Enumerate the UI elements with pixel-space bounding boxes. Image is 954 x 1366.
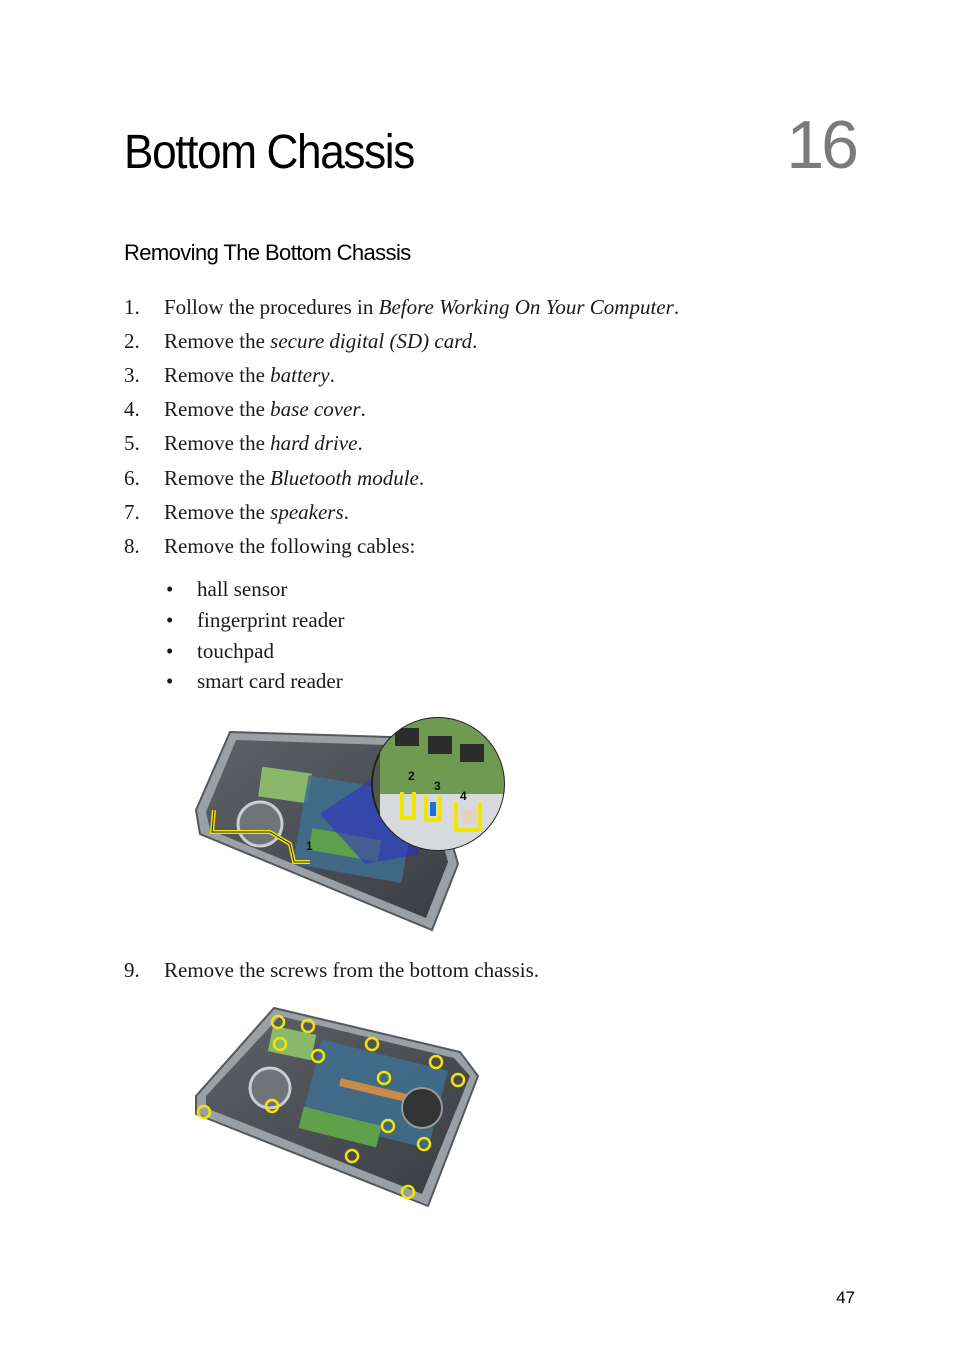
bullet-icon: • <box>166 639 174 663</box>
step-reference: hard drive <box>270 431 358 455</box>
step-reference: speakers <box>270 500 344 524</box>
step-text: Remove the screws from the bottom chassis. <box>164 958 540 982</box>
list-item: • smart card reader <box>166 666 343 696</box>
step-text: Remove the <box>164 397 271 421</box>
page-number: 47 <box>836 1288 855 1307</box>
callout-3: 3 <box>434 779 441 793</box>
step-1: 1. Follow the procedures in Before Working On Your Computer. <box>124 292 679 322</box>
step-text: Remove the following cables: <box>164 534 416 558</box>
step-text: Remove the <box>164 363 271 387</box>
step-number: 4. <box>124 397 140 421</box>
step-number: 5. <box>124 431 140 455</box>
step-text: Remove the <box>164 329 271 353</box>
step-number: 1. <box>124 295 140 319</box>
step-number: 2. <box>124 329 140 353</box>
section-heading: Removing The Bottom Chassis <box>124 240 411 265</box>
callout-1: 1 <box>306 839 313 853</box>
step-reference: Bluetooth module <box>270 466 419 490</box>
step-3: 3. Remove the battery. <box>124 360 335 390</box>
hdd-bay <box>238 802 282 846</box>
step-reference: secure digital (SD) card <box>270 329 473 353</box>
bullet-icon: • <box>166 577 174 601</box>
cables-figure <box>190 714 510 934</box>
chapter-title: Bottom Chassis <box>124 126 414 179</box>
fan <box>402 1088 442 1128</box>
list-item: • touchpad <box>166 636 274 666</box>
step-9 <box>124 955 539 985</box>
hdd-bay <box>250 1068 290 1108</box>
step-5: 5. Remove the hard drive. <box>124 428 363 458</box>
step-text: Remove the <box>164 431 271 455</box>
step-text: Remove the <box>164 466 271 490</box>
step-6: 6. Remove the Bluetooth module. <box>124 463 424 493</box>
step-7: 7. Remove the speakers. <box>124 497 349 527</box>
step-8 <box>124 531 415 561</box>
step-text: Follow the procedures in <box>164 295 379 319</box>
list-item: • fingerprint reader <box>166 605 345 635</box>
callout-2: 2 <box>408 769 415 783</box>
screws-figure <box>190 1004 486 1210</box>
step-reference: Before Working On Your Computer <box>378 295 674 319</box>
step-reference: base cover <box>270 397 361 421</box>
step-number: 8. <box>124 534 140 558</box>
step-number: 7. <box>124 500 140 524</box>
step-number: 3. <box>124 363 140 387</box>
step-number: 6. <box>124 466 140 490</box>
step-text: Remove the <box>164 500 271 524</box>
chapter-number: 16 <box>786 107 856 183</box>
step-number: 9. <box>124 958 140 982</box>
bullet-icon: • <box>166 608 174 632</box>
bullet-icon: • <box>166 669 174 693</box>
list-item: • hall sensor <box>166 574 287 604</box>
step-4: 4. Remove the base cover. <box>124 394 366 424</box>
step-2: 2. Remove the secure digital (SD) card. <box>124 326 477 356</box>
step-reference: battery <box>270 363 330 387</box>
callout-4: 4 <box>460 789 467 803</box>
